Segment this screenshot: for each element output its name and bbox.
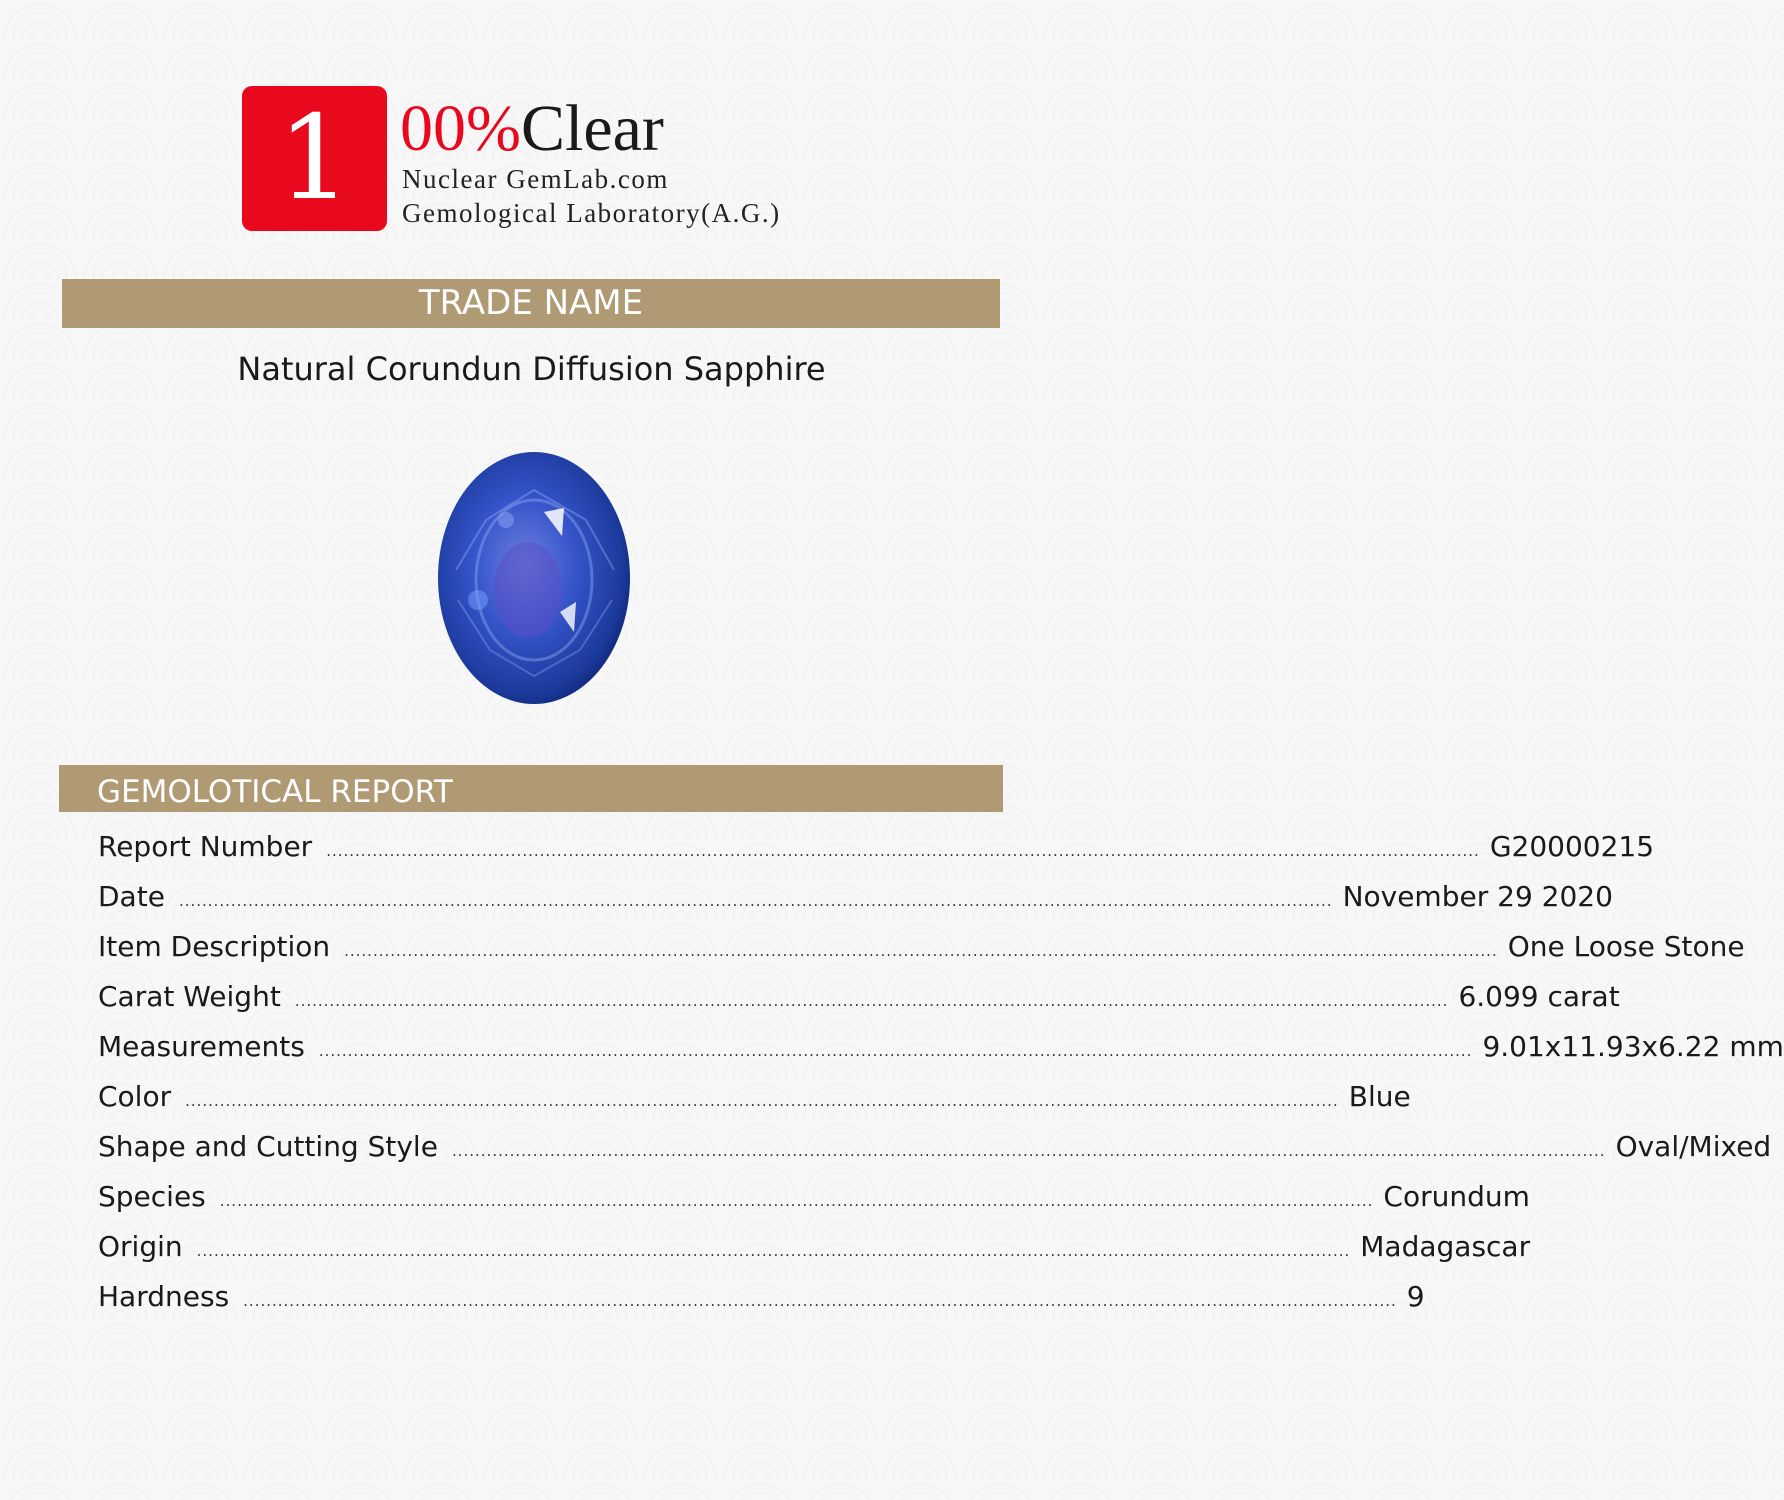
leader-dots: ........................................................................................................................................................................................................ [344,942,1498,960]
row-label: Carat Weight [98,980,281,1013]
report-row [98,880,1613,930]
row-label: Shape and Cutting Style [98,1130,438,1163]
report-details [98,830,1784,1330]
row-value: Oval/Mixed [1615,1130,1772,1163]
trade-name-heading: TRADE NAME [62,279,1000,328]
leader-dots: ........................................................................................................................................................................................................ [451,1142,1606,1160]
row-label: Measurements [98,1030,305,1063]
report-row [98,1230,1531,1280]
logo-lab-name: Gemological Laboratory(A.G.) [402,198,781,228]
report-row [98,980,1620,1030]
report-heading: GEMOLOTICAL REPORT [59,765,1003,812]
row-label: Hardness [98,1280,230,1313]
gemstone-image [436,450,632,706]
row-value: Madagascar [1360,1230,1531,1263]
report-row [98,1080,1411,1130]
row-label: Date [98,880,165,913]
logo-website: Nuclear GemLab.com [402,164,669,194]
lab-logo [242,86,842,236]
leader-dots: ........................................................................................................................................................................................................ [318,1042,1473,1060]
trade-name-value: Natural Corundun Diffusion Sapphire [237,350,826,388]
row-value: G20000215 [1489,830,1655,863]
report-row [98,1280,1425,1330]
report-row [98,1180,1530,1230]
logo-percent: 00% [400,92,521,165]
row-label: Item Description [98,930,331,963]
leader-dots: ........................................................................................................................................................................................................ [196,1242,1351,1260]
logo-numeral-box: 1 [242,86,387,231]
row-value: November 29 2020 [1342,880,1613,913]
report-row [98,1030,1784,1080]
row-value: 9 [1406,1280,1425,1313]
leader-dots: ........................................................................................................................................................................................................ [219,1192,1374,1210]
row-value: 6.099 carat [1458,980,1620,1013]
leader-dots: ........................................................................................................................................................................................................ [294,992,1449,1010]
leader-dots: ........................................................................................................................................................................................................ [326,842,1480,860]
leader-dots: ........................................................................................................................................................................................................ [178,892,1333,910]
row-label: Origin [98,1230,183,1263]
row-label: Species [98,1180,206,1213]
row-value: One Loose Stone [1507,930,1745,963]
logo-word: Clear [520,92,664,165]
row-value: 9.01x11.93x6.22 mm [1482,1030,1784,1063]
row-value: Corundum [1383,1180,1530,1213]
row-label: Color [98,1080,172,1113]
row-value: Blue [1348,1080,1411,1113]
logo-headline [400,90,664,168]
row-label: Report Number [98,830,313,863]
report-row [98,830,1655,880]
leader-dots: ........................................................................................................................................................................................................ [243,1292,1397,1310]
leader-dots: ........................................................................................................................................................................................................ [185,1092,1339,1110]
report-row [98,930,1745,980]
report-row [98,1130,1772,1180]
